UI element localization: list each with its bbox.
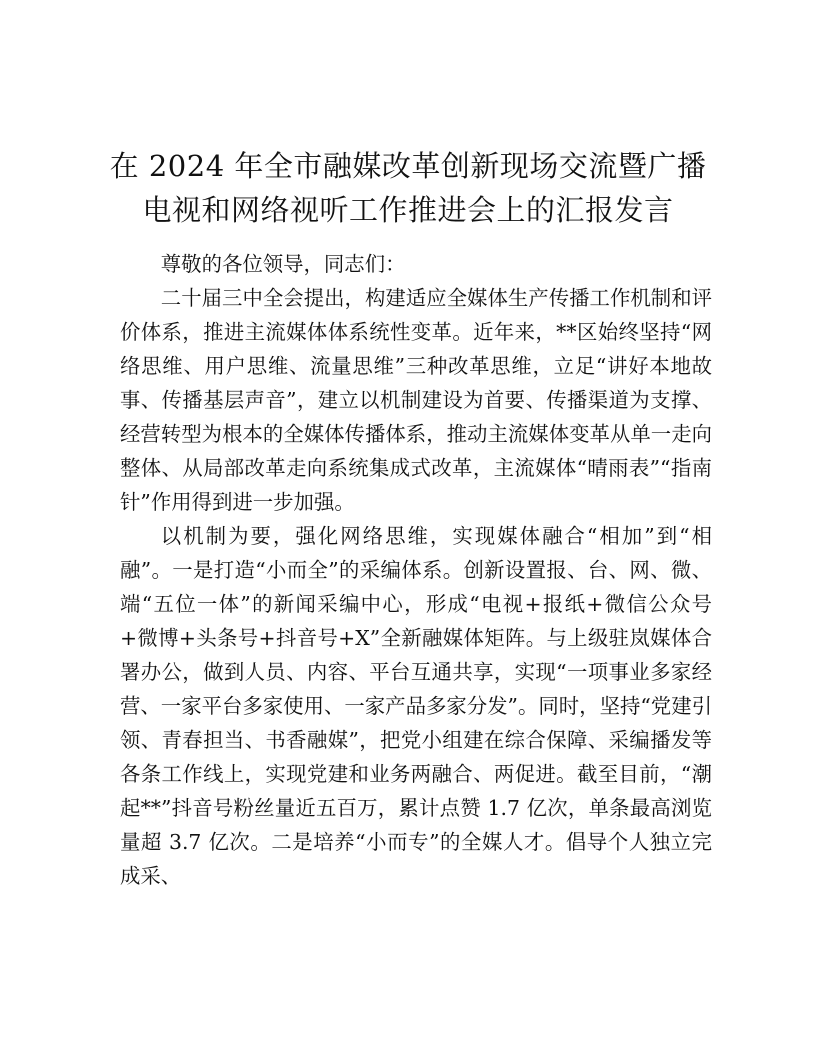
document-body xyxy=(120,247,712,893)
salutation: 尊敬的各位领导，同志们： xyxy=(160,252,406,276)
title-line-2: 电视和网络视听工作推进会上的汇报发言 xyxy=(142,193,674,227)
paragraph: 二十届三中全会提出，构建适应全媒体生产传播工作机制和评价体系，推进主流媒体体系统性变革。近年来，**区始终坚持“网络思维、用户思维、流量思维”三种改革思维，立足“讲好本地故事、传播基层声音”，建立以机制建设为首要、传播渠道为支撑、经营转型为根本的全媒体传播体系，推动主流媒体变革从单一走向整体、从局部改革走向系统集成式改革，主流媒体“晴雨表”“指南针”作用得到进一步加强。 xyxy=(120,286,712,514)
title-line-1: 在 2024 年全市融媒改革创新现场交流暨广播 xyxy=(109,149,707,183)
document-title xyxy=(100,144,716,232)
paragraph: 以机制为要，强化网络思维，实现媒体融合“相加”到“相融”。一是打造“小而全”的采编体系。创新设置报、台、网、微、端“五位一体”的新闻采编中心，形成“电视+报纸+微信公众号+微博+头条号+抖音号+X”全新融媒体矩阵。与上级驻岚媒体合署办公，做到人员、内容、平台互通共享，实现“一项事业多家经营、一家平台多家使用、一家产品多家分发”。同时，坚持“党建引领、青春担当、书香融媒”，把党小组建在综合保障、采编播发等各条工作线上，实现党建和业务两融合、两促进。截至目前，“潮起**”抖音号粉丝量近五百万，累计点赞 1.7 亿次，单条最高浏览量超 3.7 亿次。二是培养“小而专”的全媒人才。倡导个人独立完成采、 xyxy=(120,524,712,888)
